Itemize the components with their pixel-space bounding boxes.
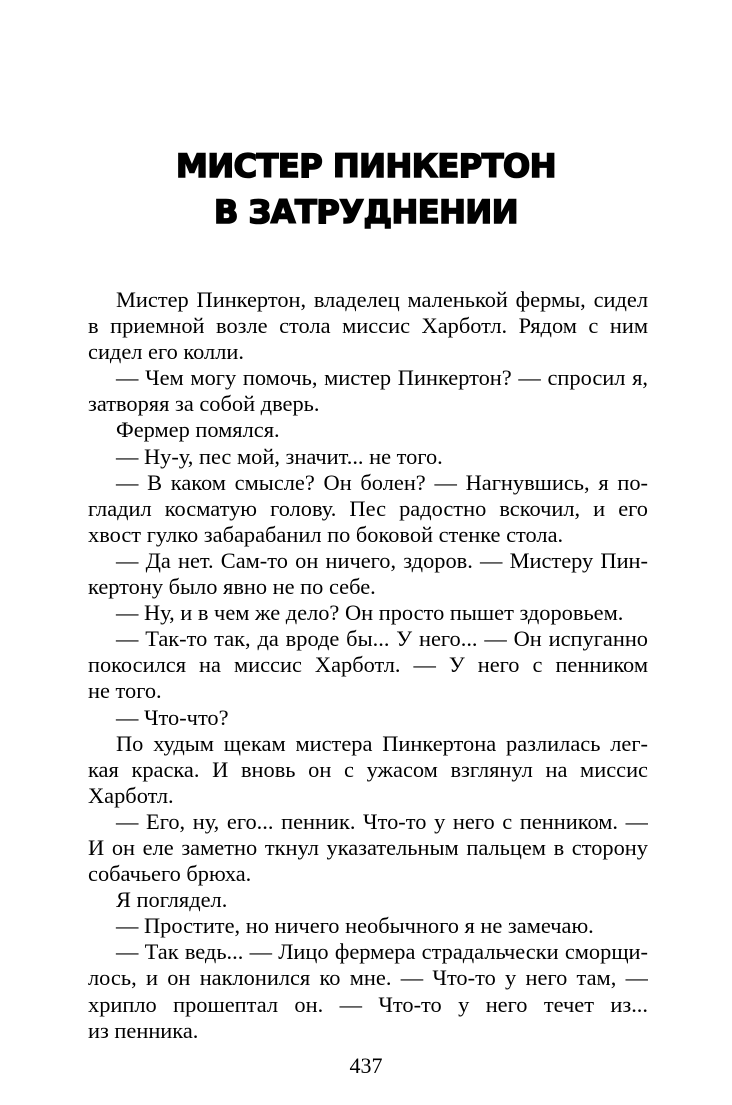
paragraph — [88, 809, 648, 887]
text-line: — В каком смысле? Он болен? — Нагнувшись, я по- — [116, 469, 648, 495]
text-line: хрипло прошептал он. — Что-то у него течет из... — [88, 991, 648, 1017]
paragraph — [88, 444, 648, 470]
paragraph — [88, 913, 648, 939]
text-line: — Так ведь... — Лицо фермера страдальчески сморщи- — [116, 939, 648, 965]
text-line: сидел его колли. — [88, 339, 244, 365]
text-line: не того. — [88, 678, 162, 704]
paragraph — [88, 705, 648, 731]
paragraph — [88, 548, 648, 600]
text-line: — Ну-у, пес мой, значит... не того. — [116, 443, 443, 469]
text-line: Я поглядел. — [116, 887, 228, 913]
text-line: — Простите, но ничего необычного я не замечаю. — [116, 913, 594, 939]
paragraph — [88, 626, 648, 704]
text-line: кертону было явно не по себе. — [88, 574, 376, 600]
paragraph — [88, 939, 648, 1043]
chapter-title-line-1: МИСТЕР ПИНКЕРТОН — [175, 147, 556, 185]
text-line: в приемной возле стола миссис Харботл. Рядом с ним — [88, 313, 648, 339]
text-line: — Так-то так, да вроде бы... У него... — Он испуганно — [116, 626, 648, 652]
page-number: 437 — [349, 1053, 383, 1078]
text-line: кая краска. И вновь он с ужасом взглянул на миссис — [88, 756, 648, 782]
text-line: — Чем могу помочь, мистер Пинкертон? — спросил я, — [116, 365, 648, 391]
paragraph — [88, 365, 648, 417]
text-line: из пенника. — [88, 1017, 199, 1043]
text-line: лось, и он наклонился ко мне. — Что-то у него там, — — [88, 965, 648, 991]
paragraph — [88, 470, 648, 548]
text-line: Фермер помялся. — [116, 417, 280, 443]
paragraph — [88, 600, 648, 626]
text-line: собачьего брюха. — [88, 861, 252, 887]
text-line: гладил косматую голову. Пес радостно вскочил, и его — [88, 495, 648, 521]
paragraph — [88, 417, 648, 443]
paragraph — [88, 887, 648, 913]
text-line: — Его, ну, его... пенник. Что-то у него с пенником. — — [116, 808, 648, 834]
text-line: И он еле заметно ткнул указательным пальцем в сторону — [88, 834, 648, 860]
text-line: — Ну, и в чем же дело? Он просто пышет здоровьем. — [116, 600, 624, 626]
text-line: Харботл. — [88, 782, 174, 808]
text-line: Мистер Пинкертон, владелец маленькой фермы, сидел — [116, 287, 648, 312]
chapter-title — [0, 143, 732, 235]
text-line: покосился на миссис Харботл. — У него с пенником — [88, 652, 648, 678]
text-line: — Да нет. Сам-то он ничего, здоров. — Мистеру Пин- — [116, 547, 648, 573]
text-line: По худым щекам мистера Пинкертона разлилась лег- — [116, 730, 648, 756]
text-line: затворяя за собой дверь. — [88, 391, 320, 417]
text-line: — Что-что? — [116, 704, 229, 730]
chapter-title-line-2: В ЗАТРУДНЕНИИ — [214, 193, 518, 231]
text-line: хвост гулко забарабанил по боковой стенке стола. — [88, 521, 564, 547]
paragraph — [88, 287, 648, 365]
paragraph — [88, 731, 648, 809]
chapter-body-text — [88, 287, 648, 1044]
